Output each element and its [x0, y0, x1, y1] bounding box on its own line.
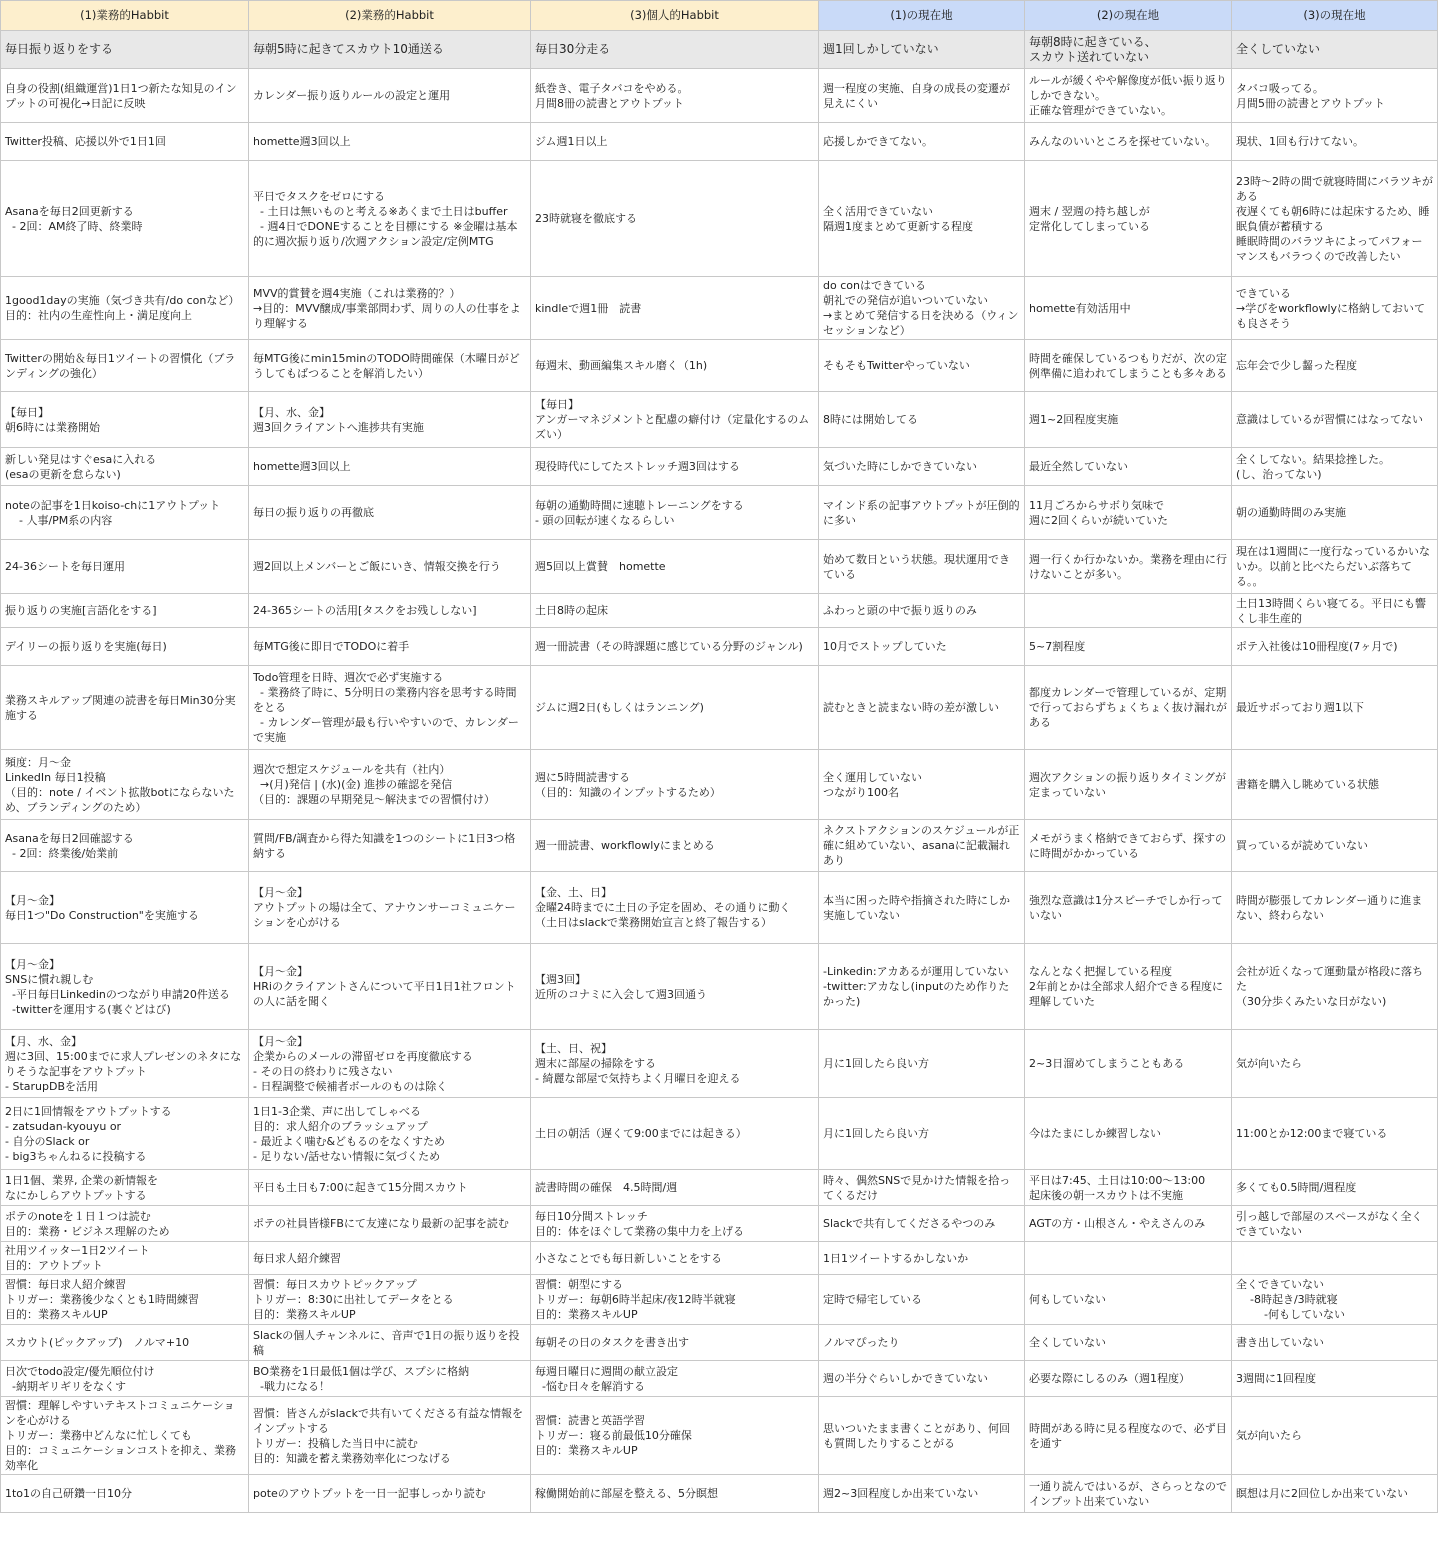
- table-cell[interactable]: 習慣：理解しやすいテキストコミュニケーションを心がける トリガー：業務中どんなに忙しくても 目的：コミュニケーションコストを抑え、業務効率化: [1, 1397, 249, 1475]
- table-cell[interactable]: 忘年会で少し齧った程度: [1232, 340, 1438, 392]
- table-row: [1, 594, 1438, 628]
- table-cell[interactable]: 買っているが読めていない: [1232, 820, 1438, 872]
- table-row: [1, 1030, 1438, 1098]
- table-cell[interactable]: 【月〜金】 HRiのクライアントさんについて平日1日1社フロントの人に話を聞く: [249, 944, 531, 1030]
- table-cell[interactable]: 毎日求人紹介練習: [249, 1242, 531, 1275]
- table-cell[interactable]: みんなのいいところを探せていない。: [1025, 123, 1232, 161]
- table-cell[interactable]: MVV的賞賛を週4実施（これは業務的？） →目的：MVV醸成/事業部問わず、周りの人の仕事をより理解する: [249, 277, 531, 340]
- table-cell[interactable]: 週一冊読書、workflowlyにまとめる: [531, 820, 819, 872]
- table-cell[interactable]: 週2~3回程度しか出来ていない: [819, 1475, 1025, 1513]
- table-cell[interactable]: 毎日10分間ストレッチ 目的：体をほぐして業務の集中力を上げる: [531, 1206, 819, 1242]
- table-cell[interactable]: スカウト(ピックアップ) ノルマ+10: [1, 1325, 249, 1361]
- table-cell[interactable]: 時間を確保しているつもりだが、次の定例準備に追われてしまうことも多々ある: [1025, 340, 1232, 392]
- table-cell[interactable]: 現在は1週間に一度行なっているかいないか。以前と比べたらだいぶ落ちてる。。: [1232, 540, 1438, 594]
- table-cell[interactable]: 週5回以上賞賛 homette: [531, 540, 819, 594]
- table-cell[interactable]: 1to1の自己研鑽一日10分: [1, 1475, 249, 1513]
- header-row: [1, 1, 1438, 31]
- table-cell[interactable]: 習慣：毎日求人紹介練習 トリガー：業務後少なくとも1時間練習 目的：業務スキルUP: [1, 1275, 249, 1325]
- table-cell[interactable]: 平日も土日も7:00に起きて15分間スカウト: [249, 1170, 531, 1206]
- table-cell[interactable]: できている →学びをworkflowlyに格納しておいても良さそう: [1232, 277, 1438, 340]
- table-cell[interactable]: 平日でタスクをゼロにする - 土日は無いものと考える※あくまで土日はbuffer - 週4日でDONEすることを目標にする ※金曜は基本的に週次振り返り/次週アクション設定/定例MTG: [249, 161, 531, 277]
- table-cell[interactable]: [1025, 1242, 1232, 1275]
- table-cell[interactable]: 始めて数日という状態。現状運用できている: [819, 540, 1025, 594]
- table-cell[interactable]: 【月、水、金】 週に3回、15:00までに求人プレゼンのネタになりそうな記事をアウトプット - StarupDBを活用: [1, 1030, 249, 1098]
- table-cell[interactable]: Slackで共有してくださるやつのみ: [819, 1206, 1025, 1242]
- table-row: [1, 666, 1438, 750]
- table-cell[interactable]: BO業務を1日最低1個は学び、スプシに格納 -戦力になる！: [249, 1361, 531, 1397]
- table-cell[interactable]: 何もしていない: [1025, 1275, 1232, 1325]
- table-cell[interactable]: 全くできていない -8時起き/3時就寝 -何もしていない: [1232, 1275, 1438, 1325]
- table-cell[interactable]: 1日1-3企業、声に出してしゃべる 目的：求人紹介のブラッシュアップ - 最近よく噛む&どもるのをなくすため - 足りない/話せない情報に気づくため: [249, 1098, 531, 1170]
- table-cell[interactable]: 習慣：朝型にする トリガー：毎朝6時半起床/夜12時半就寝 目的：業務スキルUP: [531, 1275, 819, 1325]
- table-row: [1, 1361, 1438, 1397]
- table-cell[interactable]: 全くしてない。結果捻挫した。 (し、治ってない): [1232, 448, 1438, 486]
- column-header[interactable]: (1)業務的Habbit: [1, 1, 249, 31]
- table-cell[interactable]: poteのアウトプットを一日一記事しっかり読む: [249, 1475, 531, 1513]
- table-cell[interactable]: 月に1回したら良い方: [819, 1098, 1025, 1170]
- table-row: [1, 448, 1438, 486]
- table-cell[interactable]: Asanaを毎日2回更新する - 2回：AM終了時、終業時: [1, 161, 249, 277]
- table-cell[interactable]: 土日の朝活（遅くて9:00までには起きる）: [531, 1098, 819, 1170]
- table-cell[interactable]: 会社が近くなって運動量が格段に落ちた （30分歩くみたいな日がない): [1232, 944, 1438, 1030]
- table-cell[interactable]: 24-365シートの活用[タスクをお残ししない]: [249, 594, 531, 628]
- table-cell[interactable]: 毎朝8時に起きている、 スカウト送れていない: [1025, 31, 1232, 69]
- table-cell[interactable]: 【月、水、金】 週3回クライアントへ進捗共有実施: [249, 392, 531, 448]
- table-cell[interactable]: 8時には開始してる: [819, 392, 1025, 448]
- table-cell[interactable]: 時間が膨張してカレンダー通りに進まない、終わらない: [1232, 872, 1438, 944]
- table-cell[interactable]: 23時就寝を徹底する: [531, 161, 819, 277]
- table-cell[interactable]: 【毎日】 朝6時には業務開始: [1, 392, 249, 448]
- table-cell[interactable]: 紙巻き、電子タバコをやめる。 月間8冊の読書とアウトプット: [531, 69, 819, 123]
- table-cell[interactable]: 都度カレンダーで管理しているが、定期で行っておらずちょくちょく抜け漏れがある: [1025, 666, 1232, 750]
- table-cell[interactable]: 週の半分ぐらいしかできていない: [819, 1361, 1025, 1397]
- table-cell[interactable]: 週一冊読書（その時課題に感じている分野のジャンル): [531, 628, 819, 666]
- table-cell[interactable]: 時々、偶然SNSで見かけた情報を拾ってくるだけ: [819, 1170, 1025, 1206]
- table-cell[interactable]: ジム週1日以上: [531, 123, 819, 161]
- table-cell[interactable]: 2日に1回情報をアウトプットする - zatsudan-kyouyu or - 自分のSlack or - big3ちゃんねるに投稿する: [1, 1098, 249, 1170]
- table-row: [1, 872, 1438, 944]
- table-cell[interactable]: 現役時代にしてたストレッチ週3回はする: [531, 448, 819, 486]
- table-cell[interactable]: 平日は7:45、土日は10:00〜13:00 起床後の朝一スカウトは不実施: [1025, 1170, 1232, 1206]
- table-cell[interactable]: 現状、1回も行けてない。: [1232, 123, 1438, 161]
- table-cell[interactable]: メモがうまく格納できておらず、探すのに時間がかかっている: [1025, 820, 1232, 872]
- table-cell[interactable]: [1025, 594, 1232, 628]
- table-cell[interactable]: ジムに週2日(もしくはランニング): [531, 666, 819, 750]
- table-cell[interactable]: 今はたまにしか練習しない: [1025, 1098, 1232, 1170]
- table-cell[interactable]: kindleで週1冊 読書: [531, 277, 819, 340]
- table-cell[interactable]: 全くしていない: [1232, 31, 1438, 69]
- table-cell[interactable]: ポテのnoteを１日１つは読む 目的：業務・ビジネス理解のため: [1, 1206, 249, 1242]
- table-cell[interactable]: 新しい発見はすぐesaに入れる (esaの更新を怠らない): [1, 448, 249, 486]
- table-cell[interactable]: homette有効活用中: [1025, 277, 1232, 340]
- table-row: [1, 1098, 1438, 1170]
- table-cell[interactable]: 全く活用できていない 隔週1度まとめて更新する程度: [819, 161, 1025, 277]
- column-header[interactable]: (2)の現在地: [1025, 1, 1232, 31]
- table-cell[interactable]: 【金、土、日】 金曜24時までに土日の予定を固め、その通りに動く （土日はslackで業務開始宣言と終了報告する）: [531, 872, 819, 944]
- table-cell[interactable]: 週一行くか行かないか。業務を理由に行けないことが多い。: [1025, 540, 1232, 594]
- table-cell[interactable]: -Linkedin:アカあるが運用していない -twitter:アカなし(inputのため作りたかった): [819, 944, 1025, 1030]
- table-cell[interactable]: 朝の通勤時間のみ実施: [1232, 486, 1438, 540]
- table-cell[interactable]: 自身の役割(組織運営)1日1つ新たな知見のインプットの可視化→日記に反映: [1, 69, 249, 123]
- table-cell[interactable]: 引っ越しで部屋のスペースがなく全くできていない: [1232, 1206, 1438, 1242]
- table-cell[interactable]: 土日13時間くらい寝てる。平日にも響くし非生産的: [1232, 594, 1438, 628]
- table-cell[interactable]: 毎朝の通勤時間に速聴トレーニングをする - 頭の回転が速くなるらしい: [531, 486, 819, 540]
- table-cell[interactable]: 毎週末、動画編集スキル磨く（1h): [531, 340, 819, 392]
- table-cell[interactable]: 稼働開始前に部屋を整える、5分瞑想: [531, 1475, 819, 1513]
- table-row: [1, 1325, 1438, 1361]
- table-cell[interactable]: 【毎日】 アンガーマネジメントと配慮の癖付け（定量化するのムズい）: [531, 392, 819, 448]
- table-cell[interactable]: 週一程度の実施、自身の成長の変遷が見えにくい: [819, 69, 1025, 123]
- table-cell[interactable]: 書き出していない: [1232, 1325, 1438, 1361]
- table-cell[interactable]: 業務スキルアップ関連の読書を毎日Min30分実施する: [1, 666, 249, 750]
- table-row: [1, 277, 1438, 340]
- table-cell[interactable]: 3週間に1回程度: [1232, 1361, 1438, 1397]
- table-row: [1, 486, 1438, 540]
- table-cell[interactable]: 23時〜2時の間で就寝時間にバラツキがある 夜遅くても朝6時には起床するため、睡眠負債が蓄積する 睡眠時間のバラツキによってパフォーマンスもバラつくので改善したい: [1232, 161, 1438, 277]
- table-cell[interactable]: 日次でtodo設定/優先順位付け -納期ギリギリをなくす: [1, 1361, 249, 1397]
- table-cell[interactable]: デイリーの振り返りを実施(毎日): [1, 628, 249, 666]
- table-cell[interactable]: 習慣：毎日スカウトピックアップ トリガー：8:30に出社してデータをとる 目的：業務スキルUP: [249, 1275, 531, 1325]
- table-cell[interactable]: 【月〜金】 企業からのメールの滞留ゼロを再度徹底する - その日の終わりに残さない - 日程調整で候補者ボールのものは除く: [249, 1030, 531, 1098]
- table-cell[interactable]: なんとなく把握している程度 2年前とかは全部求人紹介できる程度に理解していた: [1025, 944, 1232, 1030]
- table-cell[interactable]: 毎MTG後にmin15minのTODO時間確保（木曜日がどうしてもばつることを解消したい）: [249, 340, 531, 392]
- table-cell[interactable]: ネクストアクションのスケジュールが正確に組めていない、asanaに記載漏れあり: [819, 820, 1025, 872]
- table-cell[interactable]: 毎MTG後に即日でTODOに着手: [249, 628, 531, 666]
- table-cell[interactable]: 5~7割程度: [1025, 628, 1232, 666]
- table-cell[interactable]: 多くても0.5時間/週程度: [1232, 1170, 1438, 1206]
- table-cell[interactable]: Todo管理を日時、週次で必ず実施する - 業務終了時に、5分明日の業務内容を思考する時間をとる - カレンダー管理が最も行いやすいので、カレンダーで実施: [249, 666, 531, 750]
- table-cell[interactable]: 【週3回】 近所のコナミに入会して週3回通う: [531, 944, 819, 1030]
- table-cell[interactable]: 土日8時の起床: [531, 594, 819, 628]
- table-cell[interactable]: 強烈な意識は1分スピーチでしか行っていない: [1025, 872, 1232, 944]
- table-cell[interactable]: 時間がある時に見る程度なので、必ず目を通す: [1025, 1397, 1232, 1475]
- table-cell[interactable]: Twitterの開始＆毎日1ツイートの習慣化（ブランディングの強化）: [1, 340, 249, 392]
- table-row: [1, 750, 1438, 820]
- table-row: [1, 944, 1438, 1030]
- table-cell[interactable]: 全く運用していない つながり100名: [819, 750, 1025, 820]
- table-cell[interactable]: 頻度：月〜金 LinkedIn 毎日1投稿 （目的：note / イベント拡散botにならないため、ブランディングのため）: [1, 750, 249, 820]
- table-cell[interactable]: 週1回しかしていない: [819, 31, 1025, 69]
- table-cell[interactable]: 社用ツイッター1日2ツイート 目的：アウトプット: [1, 1242, 249, 1275]
- table-cell[interactable]: 応援しかできてない。: [819, 123, 1025, 161]
- table-row: [1, 1206, 1438, 1242]
- table-cell[interactable]: 【月〜金】 アウトプットの場は全て、アナウンサーコミュニケーションを心がける: [249, 872, 531, 944]
- table-cell[interactable]: 11月ごろからサボり気味で 週に2回くらいが続いていた: [1025, 486, 1232, 540]
- table-cell[interactable]: 毎朝5時に起きてスカウト10通送る: [249, 31, 531, 69]
- table-cell[interactable]: 月に1回したら良い方: [819, 1030, 1025, 1098]
- table-cell[interactable]: ルールが緩くやや解像度が低い振り返りしかできない。 正確な管理ができていない。: [1025, 69, 1232, 123]
- table-cell[interactable]: 週次で想定スケジュールを共有（社内） →(月)発信 | (水)(金) 進捗の確認を発信 （目的：課題の早期発見〜解決までの習慣付け）: [249, 750, 531, 820]
- table-cell[interactable]: ポテ入社後は10冊程度(7ヶ月で): [1232, 628, 1438, 666]
- table-cell[interactable]: 週次アクションの振り返りタイミングが 定まっていない: [1025, 750, 1232, 820]
- table-cell[interactable]: 週末 / 翌週の持ち越しが 定常化してしまっている: [1025, 161, 1232, 277]
- table-cell[interactable]: マインド系の記事アウトプットが圧倒的に多い: [819, 486, 1025, 540]
- table-cell[interactable]: カレンダー振り返りルールの設定と運用: [249, 69, 531, 123]
- table-cell[interactable]: 【月〜金】 SNSに慣れ親しむ -平日毎日Linkedinのつながり申請20件送る -twitterを運用する(裏ぐどはび): [1, 944, 249, 1030]
- table-row: [1, 340, 1438, 392]
- table-cell[interactable]: 必要な際にしるのみ（週1程度）: [1025, 1361, 1232, 1397]
- table-cell[interactable]: 瞑想は月に2回位しか出来ていない: [1232, 1475, 1438, 1513]
- table-row: [1, 1397, 1438, 1475]
- table-cell[interactable]: 一通り読んではいるが、さらっとなのでインプット出来ていない: [1025, 1475, 1232, 1513]
- table-cell[interactable]: 気が向いたら: [1232, 1397, 1438, 1475]
- table-row: [1, 1275, 1438, 1325]
- table-cell[interactable]: そもそもTwitterやっていない: [819, 340, 1025, 392]
- table-cell[interactable]: 振り返りの実施[言語化をする]: [1, 594, 249, 628]
- column-header[interactable]: (3)個人的Habbit: [531, 1, 819, 31]
- table-cell[interactable]: 2~3日溜めてしまうこともある: [1025, 1030, 1232, 1098]
- table-cell[interactable]: ポテの社員皆様FBにて友達になり最新の記事を読む: [249, 1206, 531, 1242]
- table-cell[interactable]: 気が向いたら: [1232, 1030, 1438, 1098]
- column-header[interactable]: (3)の現在地: [1232, 1, 1438, 31]
- table-cell[interactable]: 最近サボっており週1以下: [1232, 666, 1438, 750]
- table-row: [1, 1242, 1438, 1275]
- table-row: [1, 540, 1438, 594]
- table-cell[interactable]: 定時で帰宅している: [819, 1275, 1025, 1325]
- table-row: [1, 161, 1438, 277]
- table-cell[interactable]: 毎週日曜日に週間の献立設定 -悩む日々を解消する: [531, 1361, 819, 1397]
- column-header[interactable]: (1)の現在地: [819, 1, 1025, 31]
- table-cell[interactable]: 読むときと読まない時の差が激しい: [819, 666, 1025, 750]
- table-row: [1, 31, 1438, 69]
- table-cell[interactable]: homette週3回以上: [249, 123, 531, 161]
- table-cell[interactable]: 最近全然していない: [1025, 448, 1232, 486]
- table-row: [1, 123, 1438, 161]
- table-cell[interactable]: 1日1個、業界, 企業の新情報を なにかしらアウトプットする: [1, 1170, 249, 1206]
- table-cell[interactable]: 書籍を購入し眺めている状態: [1232, 750, 1438, 820]
- column-header[interactable]: (2)業務的Habbit: [249, 1, 531, 31]
- table-cell[interactable]: 【土、日、祝】 週末に部屋の掃除をする - 綺麗な部屋で気持ちよく月曜日を迎える: [531, 1030, 819, 1098]
- table-cell[interactable]: 読書時間の確保 4.5時間/週: [531, 1170, 819, 1206]
- table-cell[interactable]: 意識はしているが習慣にはなってない: [1232, 392, 1438, 448]
- table-row: [1, 628, 1438, 666]
- table-cell[interactable]: do conはできている 朝礼での発信が追いついていない →まとめて発信する日を決める（ウィンセッションなど）: [819, 277, 1025, 340]
- table-cell[interactable]: ノルマぴったり: [819, 1325, 1025, 1361]
- table-row: [1, 392, 1438, 448]
- table-cell[interactable]: 毎日の振り返りの再徹底: [249, 486, 531, 540]
- table-cell[interactable]: 1good1dayの実施（気づき共有/do conなど） 目的：社内の生産性向上・満足度向上: [1, 277, 249, 340]
- table-cell[interactable]: 週2回以上メンバーとご飯にいき、情報交換を行う: [249, 540, 531, 594]
- table-row: [1, 1475, 1438, 1513]
- table-cell[interactable]: 小さなことでも毎日新しいことをする: [531, 1242, 819, 1275]
- table-cell[interactable]: 24-36シートを毎日運用: [1, 540, 249, 594]
- table-cell[interactable]: 1日1ツイートするかしないか: [819, 1242, 1025, 1275]
- table-cell[interactable]: AGTの方・山根さん・やえさんのみ: [1025, 1206, 1232, 1242]
- table-cell[interactable]: 週1~2回程度実施: [1025, 392, 1232, 448]
- table-cell[interactable]: 質問/FB/調査から得た知識を1つのシートに1日3つ格納する: [249, 820, 531, 872]
- table-cell[interactable]: 本当に困った時や指摘された時にしか実施していない: [819, 872, 1025, 944]
- table-cell[interactable]: 気づいた時にしかできていない: [819, 448, 1025, 486]
- table-cell[interactable]: Asanaを毎日2回確認する - 2回：終業後/始業前: [1, 820, 249, 872]
- table-row: [1, 820, 1438, 872]
- table-cell[interactable]: タバコ吸ってる。 月間5冊の読書とアウトプット: [1232, 69, 1438, 123]
- table-cell[interactable]: 毎朝その日のタスクを書き出す: [531, 1325, 819, 1361]
- table-cell[interactable]: 週に5時間読書する （目的：知識のインプットするため）: [531, 750, 819, 820]
- table-cell[interactable]: homette週3回以上: [249, 448, 531, 486]
- table-cell[interactable]: 毎日振り返りをする: [1, 31, 249, 69]
- table-cell[interactable]: 10月でストップしていた: [819, 628, 1025, 666]
- table-cell[interactable]: Slackの個人チャンネルに、音声で1日の振り返りを投稿: [249, 1325, 531, 1361]
- table-row: [1, 69, 1438, 123]
- table-cell[interactable]: 【月〜金】 毎日1つ"Do Construction"を実施する: [1, 872, 249, 944]
- table-cell[interactable]: [1232, 1242, 1438, 1275]
- table-cell[interactable]: 毎日30分走る: [531, 31, 819, 69]
- table-row: [1, 1170, 1438, 1206]
- table-cell[interactable]: 11:00とか12:00まで寝ている: [1232, 1098, 1438, 1170]
- table-cell[interactable]: Twitter投稿、応援以外で1日1回: [1, 123, 249, 161]
- table-cell[interactable]: noteの記事を1日koiso-chに1アウトプット - 人事/PM系の内容: [1, 486, 249, 540]
- table-cell[interactable]: 全くしていない: [1025, 1325, 1232, 1361]
- table-cell[interactable]: 思いついたまま書くことがあり、何回も質問したりすることがる: [819, 1397, 1025, 1475]
- table-cell[interactable]: ふわっと頭の中で振り返りのみ: [819, 594, 1025, 628]
- table-cell[interactable]: 習慣：読書と英語学習 トリガー：寝る前最低10分確保 目的：業務スキルUP: [531, 1397, 819, 1475]
- table-cell[interactable]: 習慣：皆さんがslackで共有いてくださる有益な情報をインプットする トリガー：投稿した当日中に読む 目的：知識を蓄え業務効率化につなげる: [249, 1397, 531, 1475]
